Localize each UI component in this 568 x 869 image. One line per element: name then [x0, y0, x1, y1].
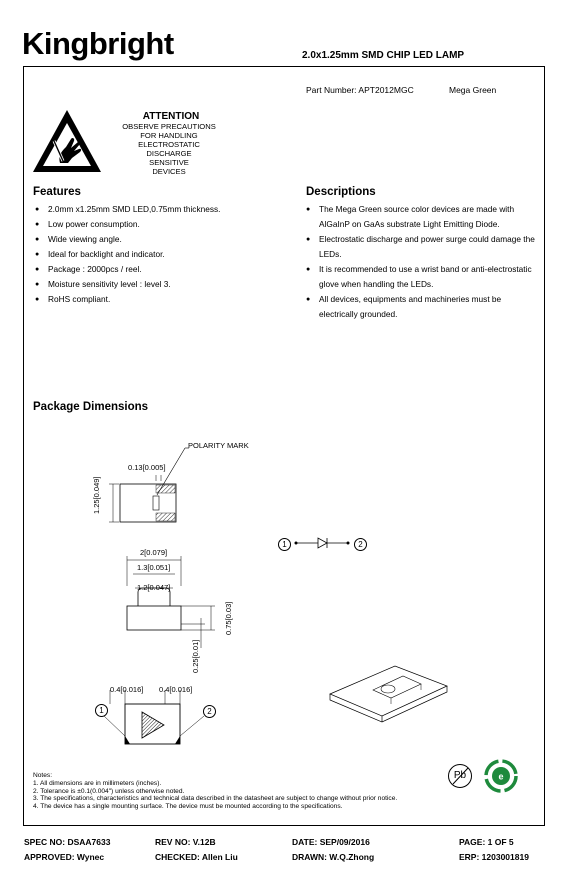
list-item: ● All devices, equipments and machineries must be electrically grounded. [306, 292, 538, 322]
dimension-label: 0.13[0.005] [128, 463, 166, 472]
list-item: ● It is recommended to use a wrist band or anti-electrostatic glove when handling the LEDs. [306, 262, 538, 292]
descriptions-list [306, 202, 538, 322]
descriptions-heading: Descriptions [306, 186, 376, 198]
dimension-label: 0.4[0.016] [110, 685, 144, 694]
list-item: ● Electrostatic discharge and power surge could damage the LEDs. [306, 232, 538, 262]
pb-free-icon: Pb [448, 764, 472, 788]
list-item: ● Ideal for backlight and indicator. [35, 247, 285, 262]
polarity-mark-label: POLARITY MARK [188, 441, 249, 450]
dimension-label: 0.4[0.016] [159, 685, 193, 694]
bottom-view-drawing [88, 690, 223, 750]
attention-title: ATTENTION [142, 111, 200, 122]
list-item: ● Low power consumption. [35, 217, 285, 232]
emission-color: Mega Green [449, 85, 497, 95]
esd-warning-icon [30, 107, 104, 175]
dimension-label: 0.75[0.03] [224, 601, 233, 635]
attention-text: OBSERVE PRECAUTIONS FOR HANDLING ELECTROSTATIC DISCHARGE SENSITIVE DEVICES [122, 122, 216, 176]
list-item: ● Moisture sensitivity level : level 3. [35, 277, 285, 292]
part-number: Part Number: APT2012MGC [306, 85, 414, 95]
document-date: DATE: SEP/09/2016 [292, 837, 370, 847]
pin-2-marker: 2 [203, 705, 216, 718]
dimension-label: 1.2[0.047] [137, 583, 171, 592]
package-dimensions-heading: Package Dimensions [33, 401, 149, 413]
dimension-label: 0.25[0.01] [191, 639, 200, 673]
top-view-drawing [95, 440, 270, 530]
notes-block: Notes: 1. All dimensions are in millimeters (inches). 2. Tolerance is ±0.1(0.004") unless otherwise noted. 3. The specifications, characteristics and technical data described in the datasheet are subject to change without prior notice. 4. The device has a single mounting surface. The device must be mounted according to the specifications. [33, 772, 398, 811]
dimension-label: 1.3[0.051] [137, 563, 171, 572]
approved-by: APPROVED: Wynec [24, 852, 105, 862]
checked-by: CHECKED: Allen Liu [155, 852, 238, 862]
brand-logo: Kingbright [22, 26, 174, 61]
spec-number: SPEC NO: DSAA7633 [24, 837, 111, 847]
circuit-pin-2: 2 [354, 538, 367, 551]
list-item: ● 2.0mm x1.25mm SMD LED,0.75mm thickness. [35, 202, 285, 217]
pin-1-marker: 1 [95, 704, 108, 717]
dimension-label: 1.25[0.049] [92, 476, 101, 514]
erp-number: ERP: 1203001819 [459, 852, 529, 862]
list-item: ● RoHS compliant. [35, 292, 285, 307]
drawn-by: DRAWN: W.Q.Zhong [292, 852, 375, 862]
features-heading: Features [33, 186, 81, 198]
features-list [35, 202, 285, 307]
rohs-compliant-icon [484, 759, 518, 793]
pb-strike-icon [448, 764, 472, 788]
side-view-drawing [115, 548, 235, 673]
svg-text:e: e [498, 771, 504, 782]
list-item: ● Wide viewing angle. [35, 232, 285, 247]
list-item: ● The Mega Green source color devices are made with AlGaInP on GaAs substrate Light Emitting Diode. [306, 202, 538, 232]
isometric-package-drawing [325, 650, 455, 730]
circuit-pin-1: 1 [278, 538, 291, 551]
document-title: 2.0x1.25mm SMD CHIP LED LAMP [302, 50, 465, 61]
list-item: ● Package : 2000pcs / reel. [35, 262, 285, 277]
dimension-label: 2[0.079] [140, 548, 168, 557]
page-indicator: PAGE: 1 OF 5 [459, 837, 514, 847]
diode-symbol-icon [290, 535, 360, 551]
revision-number: REV NO: V.12B [155, 837, 216, 847]
